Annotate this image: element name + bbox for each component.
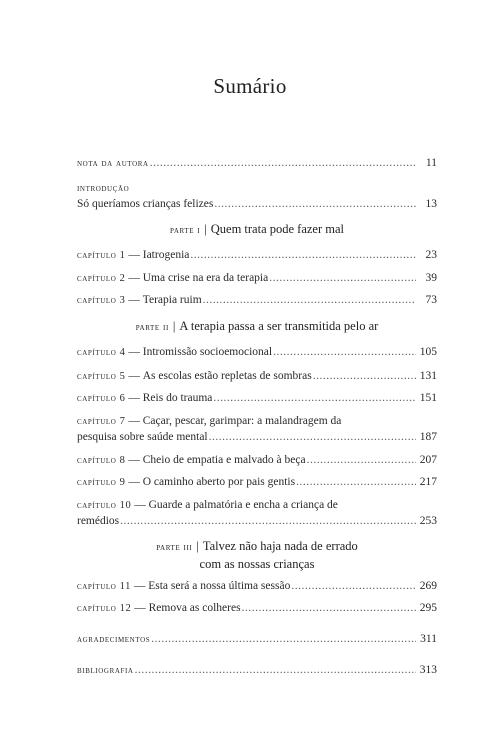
dot-leader	[307, 453, 416, 468]
toc-entry-chapter[interactable]	[77, 391, 437, 406]
separator: —	[125, 346, 143, 358]
entry-label: agradecimentos	[77, 634, 151, 645]
chapter-label: capítulo 6	[77, 393, 126, 404]
chapter-title: Esta será a nossa última sessão	[148, 580, 291, 592]
toc-entry-chapter[interactable]	[77, 345, 437, 360]
separator: —	[125, 294, 143, 306]
separator: —	[125, 392, 143, 404]
dot-leader	[296, 475, 416, 490]
page-number: 295	[419, 602, 437, 614]
part-label: parte iii	[156, 542, 193, 553]
chapter-title: Caçar, pescar, garimpar: a malandragem da	[142, 415, 342, 427]
page-number: 253	[419, 515, 437, 527]
page-number: 131	[419, 370, 437, 382]
chapter-label: capítulo 2	[77, 273, 126, 284]
toc-entry-chapter[interactable]	[77, 601, 437, 616]
page-number: 269	[419, 580, 437, 592]
dot-leader	[150, 156, 416, 171]
chapter-label: capítulo 12	[77, 603, 132, 614]
separator: —	[130, 580, 149, 592]
page-number: 217	[419, 476, 437, 488]
entry-label: introdução	[77, 183, 130, 194]
entry-title: Só queríamos crianças felizes	[77, 198, 214, 210]
page-number: 207	[419, 454, 437, 466]
page-number: 313	[419, 664, 437, 676]
part-heading-3	[77, 538, 437, 573]
chapter-label: capítulo 1	[77, 250, 126, 261]
dot-leader	[291, 579, 416, 594]
page-number: 23	[425, 249, 437, 261]
entry-label: nota da autora	[77, 158, 149, 169]
page-number: 187	[419, 431, 437, 443]
toc-entry-chapter[interactable]	[77, 369, 437, 384]
chapter-label: capítulo 3	[77, 295, 126, 306]
separator: —	[131, 499, 149, 511]
toc-entry-chapter[interactable]	[77, 414, 437, 445]
page-number: 151	[419, 392, 437, 404]
toc-entry-chapter[interactable]	[77, 293, 437, 308]
dot-leader	[242, 601, 416, 616]
toc-entry-chapter[interactable]	[77, 453, 437, 468]
page-number: 73	[425, 294, 437, 306]
separator: —	[125, 370, 143, 382]
page-number: 39	[425, 272, 437, 284]
dot-leader	[313, 369, 416, 384]
chapter-title: Iatrogenia	[142, 249, 190, 261]
chapter-label: capítulo 11	[77, 581, 131, 592]
toc-entry-agradecimentos[interactable]	[77, 632, 437, 647]
chapter-title: Reis do trauma	[142, 392, 213, 404]
toc-entry-intro[interactable]	[77, 181, 437, 212]
chapter-label: capítulo 5	[77, 371, 126, 382]
dot-leader	[214, 197, 416, 212]
page-number: 11	[425, 157, 437, 169]
separator: —	[125, 454, 143, 466]
dot-leader	[135, 663, 416, 678]
entry-label: bibliografia	[77, 665, 134, 676]
dot-leader	[190, 248, 416, 263]
chapter-label: capítulo 10	[77, 500, 132, 511]
page-number: 13	[425, 198, 437, 210]
page-number: 311	[420, 633, 437, 645]
separator: —	[125, 476, 143, 488]
part-title-continued: com as nossas crianças	[199, 557, 315, 571]
part-title: A terapia passa a ser transmitida pelo ar	[179, 319, 379, 333]
part-title: Quem trata pode fazer mal	[210, 222, 345, 236]
part-bar: |	[172, 319, 176, 333]
chapter-title: O caminho aberto por pais gentis	[142, 476, 296, 488]
chapter-title: Terapia ruim	[142, 294, 202, 306]
dot-leader	[269, 271, 416, 286]
separator: —	[131, 602, 149, 614]
toc-entry-chapter[interactable]	[77, 271, 437, 286]
toc-entry-chapter[interactable]	[77, 475, 437, 490]
part-label: parte ii	[135, 322, 169, 333]
dot-leader	[213, 391, 416, 406]
chapter-title-continued: remédios	[77, 515, 120, 527]
toc-entry-nota[interactable]	[77, 156, 437, 171]
chapter-title: Uma crise na era da terapia	[142, 272, 269, 284]
chapter-title: As escolas estão repletas de sombras	[142, 370, 312, 382]
toc-entry-bibliografia[interactable]	[77, 663, 437, 678]
chapter-label: capítulo 7	[77, 416, 126, 427]
dot-leader	[203, 293, 416, 308]
dot-leader	[273, 345, 416, 360]
separator: —	[125, 272, 143, 284]
chapter-label: capítulo 4	[77, 347, 126, 358]
dot-leader	[120, 514, 416, 529]
separator: —	[125, 415, 143, 427]
chapter-title: Guarde a palmatória e encha a criança de	[148, 499, 338, 511]
chapter-label: capítulo 9	[77, 477, 126, 488]
part-heading-2	[77, 318, 437, 336]
chapter-title: Intromissão socioemocional	[142, 346, 273, 358]
page-number: 105	[419, 346, 437, 358]
part-bar: |	[204, 222, 207, 236]
chapter-title-continued: pesquisa sobre saúde mental	[77, 431, 208, 443]
chapter-title: Cheio de empatia e malvado à beça	[142, 454, 306, 466]
separator: —	[125, 249, 143, 261]
toc-entry-chapter[interactable]	[77, 498, 437, 529]
chapter-title: Remova as colheres	[148, 602, 241, 614]
toc-entry-chapter[interactable]	[77, 248, 437, 263]
part-label: parte i	[169, 225, 201, 236]
chapter-label: capítulo 8	[77, 455, 126, 466]
page-title: Sumário	[213, 74, 287, 98]
part-title: Talvez não haja nada de errado	[202, 539, 358, 553]
dot-leader	[151, 632, 416, 647]
part-heading-1	[77, 221, 437, 239]
part-bar: |	[196, 539, 199, 553]
dot-leader	[209, 430, 416, 445]
toc-entry-chapter[interactable]	[77, 579, 437, 594]
